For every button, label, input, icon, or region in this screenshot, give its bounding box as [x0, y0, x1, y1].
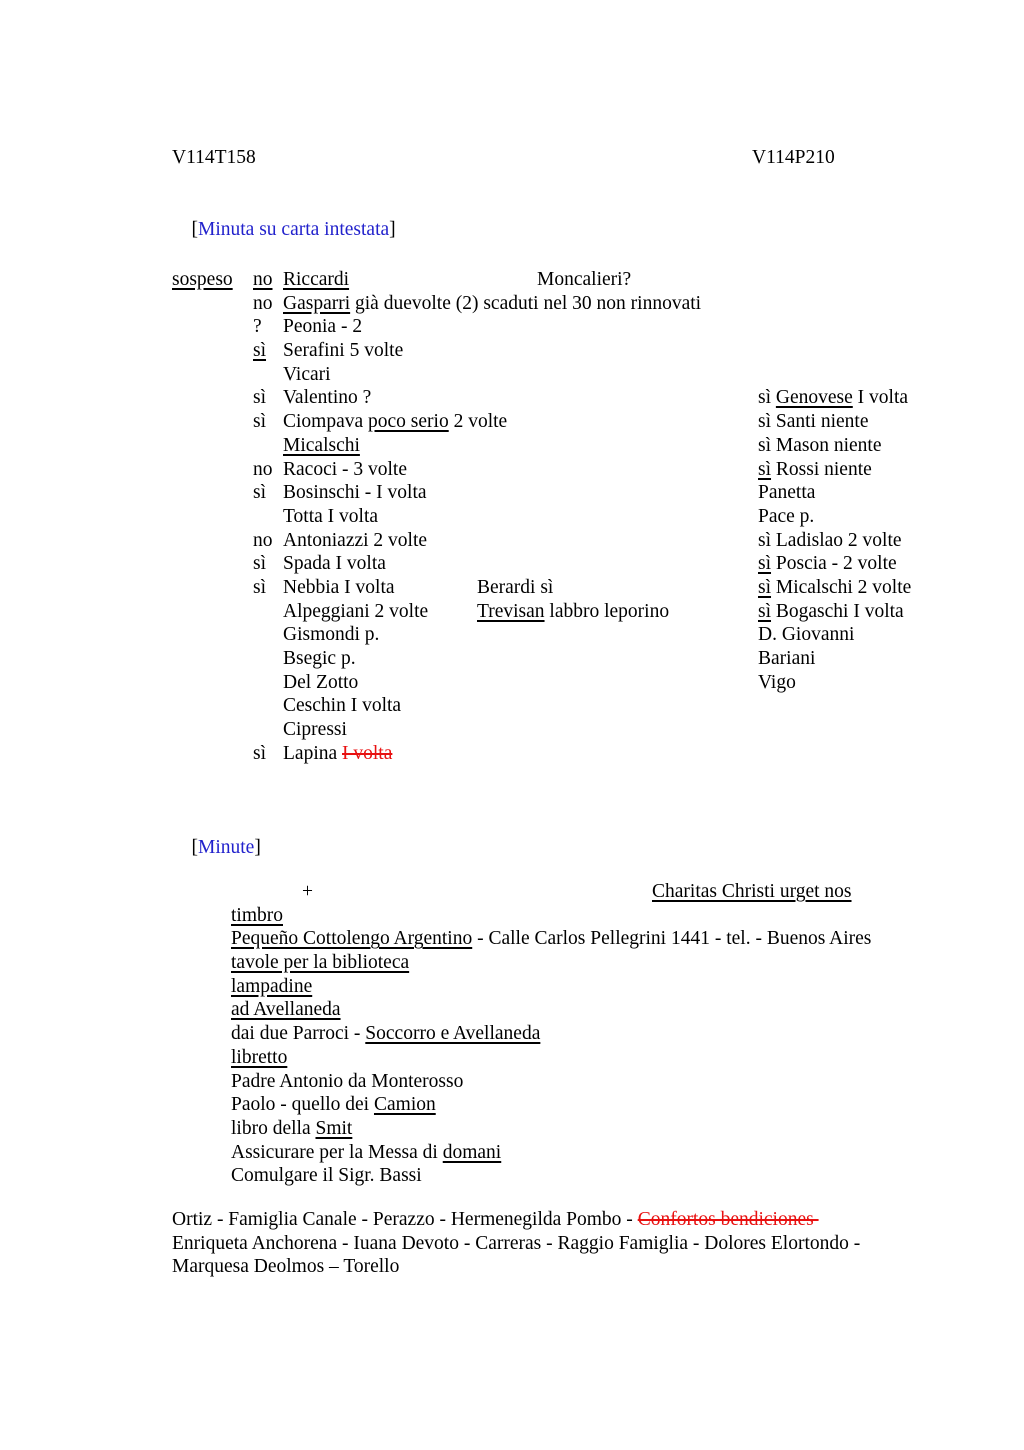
footer-line [172, 1255, 982, 1279]
minute-line [231, 1164, 991, 1188]
text-segment: Bogaschi I volta [771, 600, 904, 622]
minute-line [231, 1046, 991, 1070]
roster-middle-col [537, 268, 631, 292]
motto-text: Charitas Christi urget nos [652, 881, 852, 902]
minute-section [231, 880, 991, 1188]
text-segment: Riccardi [283, 269, 350, 290]
text-segment: Enriqueta Anchorena - Iuana Devoto - Carreras - Raggio Famiglia - Dolores Elortondo - [172, 1232, 861, 1254]
text-segment: sì [253, 411, 267, 433]
minute-line [231, 1070, 991, 1094]
text-segment: lampadine [231, 975, 313, 997]
cross-mark: + [302, 881, 313, 902]
text-segment: Marquesa Deolmos – Torello [172, 1256, 400, 1278]
roster-name-col [283, 718, 347, 742]
roster-marker-col [253, 292, 273, 316]
text-segment: libro della [231, 1117, 316, 1139]
text-segment: Valentino ? [283, 387, 372, 409]
roster-label-col [172, 268, 233, 292]
text-segment: Panetta [758, 482, 816, 504]
text-segment: Pace p. [758, 505, 815, 527]
text-segment: Spada I volta [283, 553, 386, 575]
text-segment: labbro leporino [544, 600, 670, 622]
minute-line [231, 951, 991, 975]
roster-name-col [283, 434, 360, 458]
text-segment: Antoniazzi 2 volte [283, 529, 428, 551]
annotation-minute-label: Minute [198, 837, 255, 858]
roster-right-col [758, 671, 796, 695]
footer-line [172, 1208, 982, 1232]
text-segment: Smit [315, 1117, 353, 1139]
text-segment: Pequeño Cottolengo Argentino [231, 928, 473, 950]
roster-marker-col [253, 339, 266, 363]
roster-right-col [758, 386, 908, 410]
minute-line [231, 1093, 991, 1117]
text-segment: Totta I volta [283, 505, 379, 527]
roster-right-col [758, 458, 872, 482]
archive-code-right: V114P210 [752, 147, 835, 168]
text-segment: Micalschi 2 volte [771, 576, 912, 598]
minute-line [231, 1117, 991, 1141]
roster-row [0, 552, 1024, 576]
text-segment: Bosinschi - I volta [283, 482, 427, 504]
text-segment: no [253, 292, 273, 314]
roster-row [0, 623, 1024, 647]
text-segment: Serafini 5 volte [283, 340, 404, 362]
text-segment: Micalschi [283, 434, 360, 456]
roster-name-col [283, 363, 331, 387]
roster-marker-col [253, 386, 266, 410]
minute-line [231, 1141, 991, 1165]
roster-right-col [758, 552, 897, 576]
text-segment: Confortos bendiciones [637, 1209, 819, 1230]
text-segment: Genovese [775, 387, 853, 409]
archive-code-left: V114T158 [172, 147, 256, 168]
roster-name-col [283, 600, 428, 624]
text-segment: sì [758, 458, 772, 480]
text-segment: Camion [373, 1094, 436, 1116]
roster-row [0, 292, 1024, 316]
roster-row [0, 671, 1024, 695]
footer-line [172, 1232, 982, 1256]
roster-name-col [283, 529, 427, 553]
text-segment: Peonia - 2 [283, 316, 363, 338]
roster-row [0, 410, 1024, 434]
roster-row [0, 529, 1024, 553]
text-segment: tavole per la biblioteca [231, 952, 410, 974]
roster-marker-col [253, 742, 266, 766]
roster-row [0, 742, 1024, 766]
annotation-minuta [172, 194, 396, 266]
roster-right-col [758, 481, 815, 505]
roster-middle-col [477, 576, 553, 600]
roster-marker-col [253, 552, 266, 576]
roster-right-col [758, 410, 869, 434]
roster-marker-col [253, 315, 262, 339]
roster-right-col [758, 505, 814, 529]
text-segment: sì [253, 553, 267, 575]
text-segment: Berardi sì [477, 576, 554, 598]
roster-right-col [758, 434, 881, 458]
text-segment: I volta [852, 387, 909, 409]
text-segment: Vigo [758, 671, 796, 693]
roster-marker-col [253, 529, 273, 553]
text-segment: dai due Parroci - [231, 1023, 366, 1045]
text-segment: Soccorro e Avellaneda [365, 1023, 541, 1045]
text-segment: Del Zotto [283, 671, 359, 693]
text-segment: Trevisan [477, 600, 545, 622]
roster-right-col [758, 576, 911, 600]
text-segment: 2 volte [448, 411, 508, 433]
text-segment: sì Santi niente [758, 411, 869, 433]
roster-row [0, 481, 1024, 505]
text-segment: Alpeggiani 2 volte [283, 600, 429, 622]
minute-line [231, 998, 991, 1022]
text-segment: I volta [342, 742, 393, 764]
roster-row [0, 339, 1024, 363]
text-segment: sì [253, 742, 267, 764]
text-segment: libretto [231, 1046, 288, 1068]
roster-name-col [283, 292, 701, 316]
text-segment: timbro [231, 904, 283, 926]
roster-name-col [283, 481, 427, 505]
text-segment: Comulgare il Sigr. Bassi [231, 1165, 422, 1187]
roster-row [0, 268, 1024, 292]
text-segment: Ortiz - Famiglia Canale - Perazzo - Hermenegilda Pombo - [172, 1209, 638, 1230]
bracket-close: ] [254, 837, 261, 858]
roster-row [0, 576, 1024, 600]
roster-row [0, 505, 1024, 529]
text-segment: Rossi niente [771, 458, 872, 480]
roster-row [0, 386, 1024, 410]
roster-row [0, 363, 1024, 387]
text-segment: ? [253, 316, 262, 338]
text-segment: Ceschin I volta [283, 695, 402, 717]
minute-lines [231, 904, 991, 1188]
roster-name-col [283, 694, 401, 718]
text-segment: Paolo - quello dei [231, 1094, 374, 1116]
roster-row [0, 434, 1024, 458]
roster-marker-col [253, 268, 273, 292]
text-segment: sì [758, 576, 772, 598]
roster-row [0, 647, 1024, 671]
roster-name-col [283, 505, 378, 529]
roster-name-col [283, 458, 407, 482]
text-segment: Bsegic p. [283, 648, 356, 669]
text-segment: no [253, 269, 273, 290]
roster-name-col [283, 552, 386, 576]
text-segment: Lapina [283, 742, 343, 764]
text-segment: già duevolte (2) scaduti nel 30 non rinnovati [350, 292, 702, 314]
minute-line [231, 1022, 991, 1046]
text-segment: Moncalieri? [537, 269, 632, 290]
text-segment: Assicurare per la Messa di [231, 1141, 443, 1163]
bracket-open: [ [191, 837, 198, 858]
annotation-minute [172, 812, 261, 884]
roster-middle-col [477, 600, 669, 624]
roster-row [0, 600, 1024, 624]
roster-name-col [283, 742, 392, 766]
bracket-close: ] [389, 219, 396, 240]
roster-right-col [758, 623, 854, 647]
bracket-open: [ [191, 219, 198, 240]
roster-marker-col [253, 481, 266, 505]
text-segment: domani [442, 1141, 502, 1163]
text-segment: sì [253, 387, 267, 409]
minute-line [231, 975, 991, 999]
roster-right-col [758, 647, 815, 671]
roster-row [0, 694, 1024, 718]
roster-right-col [758, 600, 904, 624]
text-segment: Ciompava [283, 411, 369, 433]
text-segment: sì [758, 387, 776, 409]
minute-line [231, 904, 991, 928]
roster-marker-col [253, 458, 273, 482]
text-segment: sì [758, 553, 772, 575]
text-segment: sì [253, 576, 267, 598]
text-segment: sì [253, 340, 267, 362]
text-segment: poco serio [368, 411, 449, 433]
roster-name-col [283, 623, 379, 647]
roster-row [0, 718, 1024, 742]
text-segment: sì [758, 600, 772, 622]
text-segment: Vicari [283, 363, 331, 385]
roster-row [0, 315, 1024, 339]
roster-right-col [758, 529, 902, 553]
text-segment: sospeso [172, 269, 233, 290]
annotation-minuta-label: Minuta su carta intestata [198, 219, 390, 240]
text-segment: Racoci - 3 volte [283, 458, 407, 480]
minute-line [231, 927, 991, 951]
text-segment: Padre Antonio da Monterosso [231, 1070, 464, 1092]
text-segment: Nebbia I volta [283, 576, 395, 598]
text-segment: sì Mason niente [758, 434, 882, 456]
text-segment: - Calle Carlos Pellegrini 1441 - tel. - Buenos Aires [472, 928, 872, 950]
text-segment: no [253, 458, 273, 480]
text-segment: D. Giovanni [758, 624, 855, 646]
roster-marker-col [253, 410, 266, 434]
text-segment: ad Avellaneda [231, 999, 341, 1021]
roster-name-col [283, 576, 395, 600]
roster-name-col [283, 315, 362, 339]
text-segment: Gasparri [283, 292, 351, 314]
roster-name-col [283, 268, 349, 292]
roster-row [0, 458, 1024, 482]
text-segment: Cipressi [283, 719, 347, 741]
roster-name-col [283, 410, 507, 434]
text-segment: Gismondi p. [283, 624, 380, 646]
roster-name-col [283, 386, 371, 410]
text-segment: Poscia - 2 volte [771, 553, 897, 575]
text-segment: sì Ladislao 2 volte [758, 529, 902, 551]
text-segment: Bariani [758, 648, 816, 669]
roster-name-col [283, 647, 356, 671]
roster-name-col [283, 671, 358, 695]
roster-marker-col [253, 576, 266, 600]
motto-line [231, 880, 991, 904]
text-segment: sì [253, 482, 267, 504]
roster-name-col [283, 339, 403, 363]
footer-paragraph [172, 1208, 982, 1279]
text-segment: no [253, 529, 273, 551]
roster [0, 268, 1024, 765]
